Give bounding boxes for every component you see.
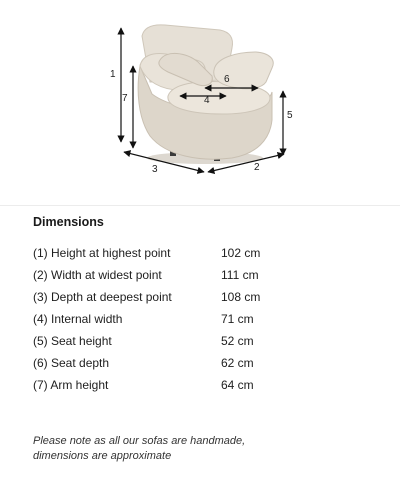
armchair-illustration (0, 0, 400, 205)
handmade-note (33, 434, 373, 464)
dimension-value: 102 cm (221, 246, 261, 260)
dimension-value: 111 cm (221, 268, 259, 282)
dimension-value: 108 cm (221, 290, 261, 304)
section-divider (0, 205, 400, 206)
dimension-marker-5: 5 (287, 110, 293, 121)
dimension-marker-1: 1 (110, 69, 116, 80)
dimension-value: 64 cm (221, 378, 254, 392)
dimension-row (33, 374, 353, 396)
dimension-label: (2) Width at widest point (33, 268, 162, 282)
chair-dimension-diagram (0, 0, 400, 205)
dimension-label: (6) Seat depth (33, 356, 110, 370)
dimension-value: 71 cm (221, 312, 254, 326)
dimension-row (33, 352, 353, 374)
dimension-value: 52 cm (221, 334, 254, 348)
dimension-row (33, 330, 353, 352)
dimension-label: (5) Seat height (33, 334, 112, 348)
dimension-marker-3: 3 (152, 164, 158, 175)
dimension-marker-6: 6 (224, 74, 230, 85)
dimension-label: (3) Depth at deepest point (33, 290, 172, 304)
dimension-row (33, 308, 353, 330)
section-heading: Dimensions (33, 215, 104, 229)
dimension-label: (7) Arm height (33, 378, 109, 392)
dimension-marker-2: 2 (254, 162, 260, 173)
dimension-row (33, 264, 353, 286)
dimension-row (33, 242, 353, 264)
dimension-marker-4: 4 (204, 95, 210, 106)
dimension-label: (4) Internal width (33, 312, 123, 326)
note-line-2: dimensions are approximate (33, 450, 172, 462)
dimension-row (33, 286, 353, 308)
note-line-1: Please note as all our sofas are handmade, (33, 435, 246, 447)
dimension-marker-7: 7 (122, 93, 128, 104)
dimension-label: (1) Height at highest point (33, 246, 171, 260)
dimensions-table (33, 242, 353, 396)
dimension-value: 62 cm (221, 356, 254, 370)
